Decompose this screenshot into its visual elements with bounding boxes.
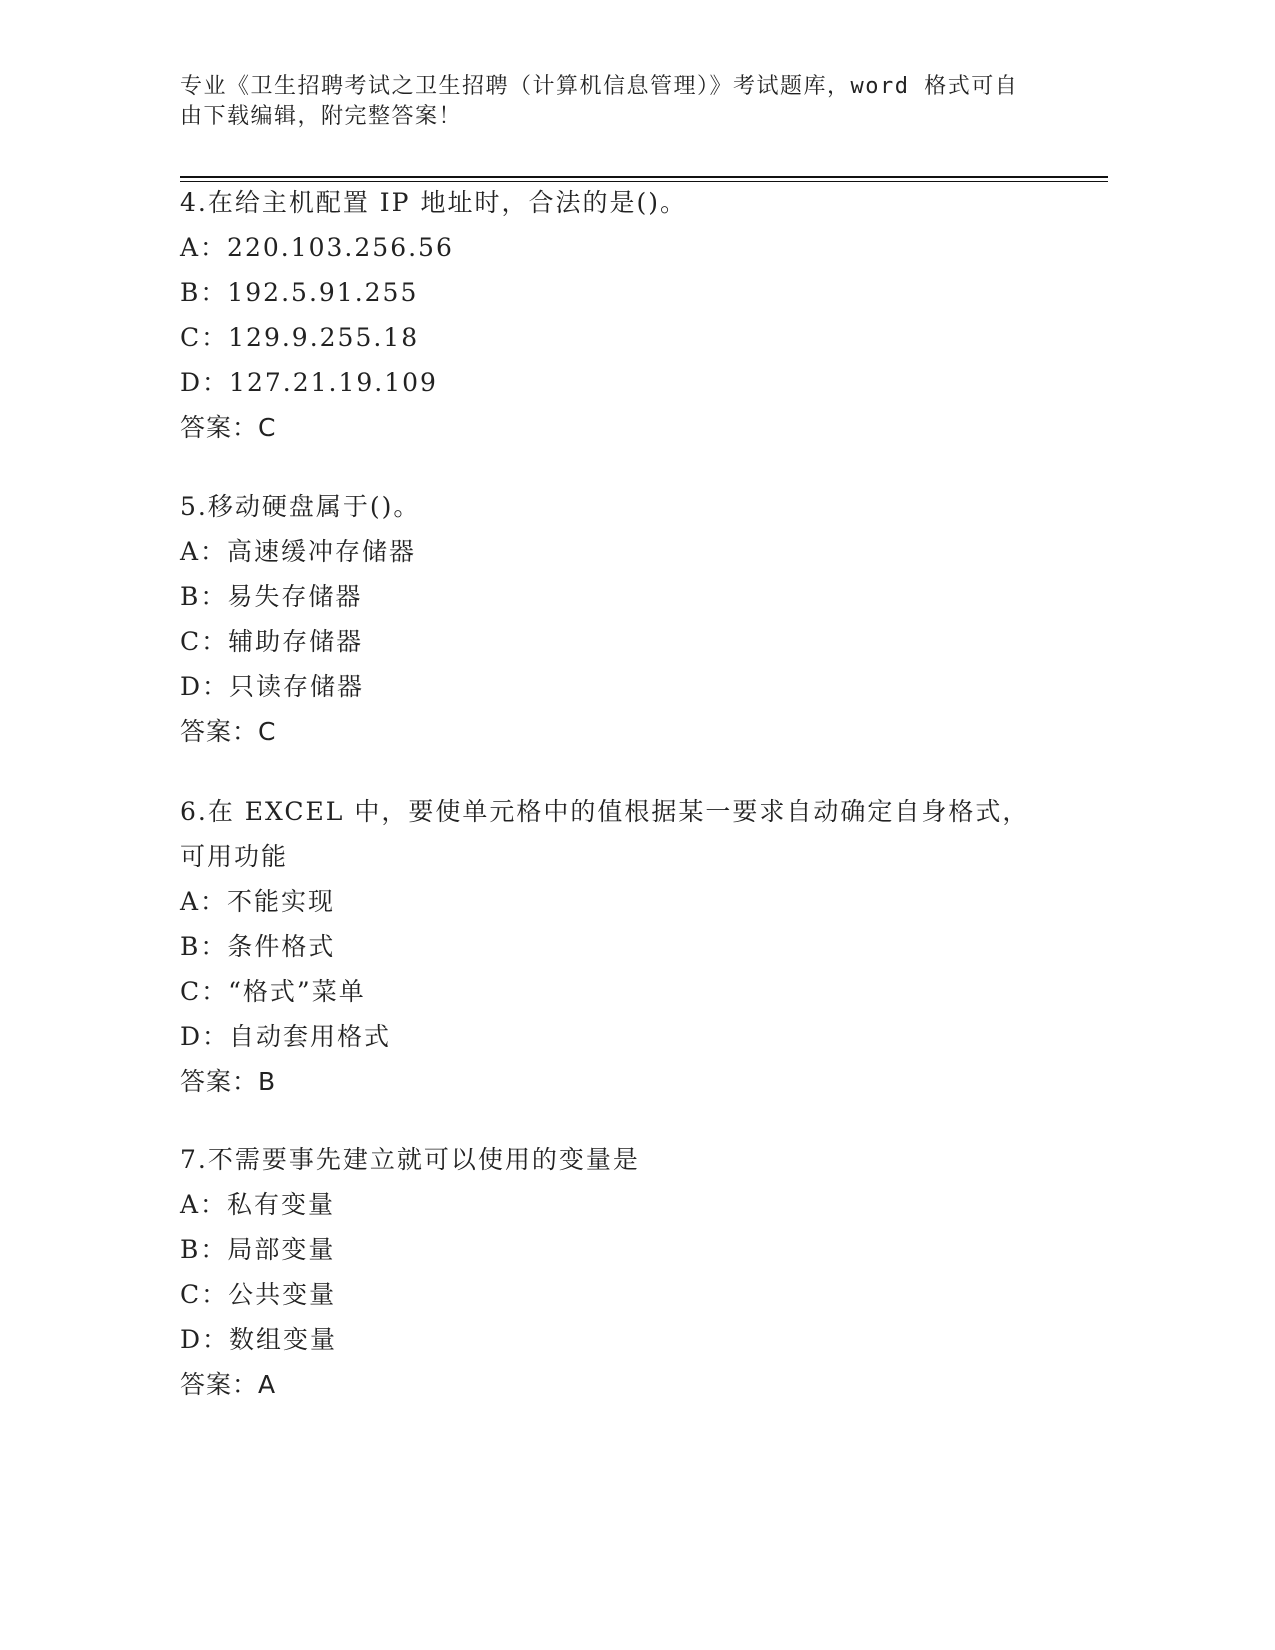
option-b: B：易失存储器 [180,582,363,611]
option-d: D：127.21.19.109 [180,368,438,397]
option-c: C：公共变量 [180,1280,337,1309]
option-b: B：局部变量 [180,1235,336,1264]
option-d: D：自动套用格式 [180,1022,392,1051]
question-5 [180,484,1060,754]
answer-label: 答案：C [180,717,277,746]
answer-label: 答案：B [180,1067,277,1096]
option-a: A：220.103.256.56 [180,233,454,262]
answer-label: 答案：A [180,1370,277,1399]
header-line-2: 由下载编辑，附完整答案！ [180,104,463,129]
option-c: C：辅助存储器 [180,627,364,656]
option-a: A：高速缓冲存储器 [180,537,417,566]
question-6 [180,789,1060,1104]
answer-label: 答案：C [180,413,277,442]
question-stem-line-1: 6.在 EXCEL 中，要使单元格中的值根据某一要求自动确定自身格式， [180,797,1030,826]
header-line-1: 专业《卫生招聘考试之卫生招聘（计算机信息管理）》考试题库，word 格式可自 [180,74,1019,99]
question-4 [180,180,1060,450]
option-b: B：192.5.91.255 [180,278,419,307]
question-stem: 4.在给主机配置 IP 地址时，合法的是()。 [180,188,687,217]
option-d: D：数组变量 [180,1325,338,1354]
option-d: D：只读存储器 [180,672,365,701]
option-c: C：129.9.255.18 [180,323,420,352]
document-header [180,72,1060,132]
question-7 [180,1137,1060,1407]
question-stem: 7.不需要事先建立就可以使用的变量是 [180,1145,640,1174]
option-b: B：条件格式 [180,932,336,961]
option-a: A：不能实现 [180,887,336,916]
question-stem-line-2: 可用功能 [180,842,289,871]
option-c: C：“格式”菜单 [180,977,366,1006]
option-a: A：私有变量 [180,1190,336,1219]
question-stem: 5.移动硬盘属于()。 [180,492,421,521]
